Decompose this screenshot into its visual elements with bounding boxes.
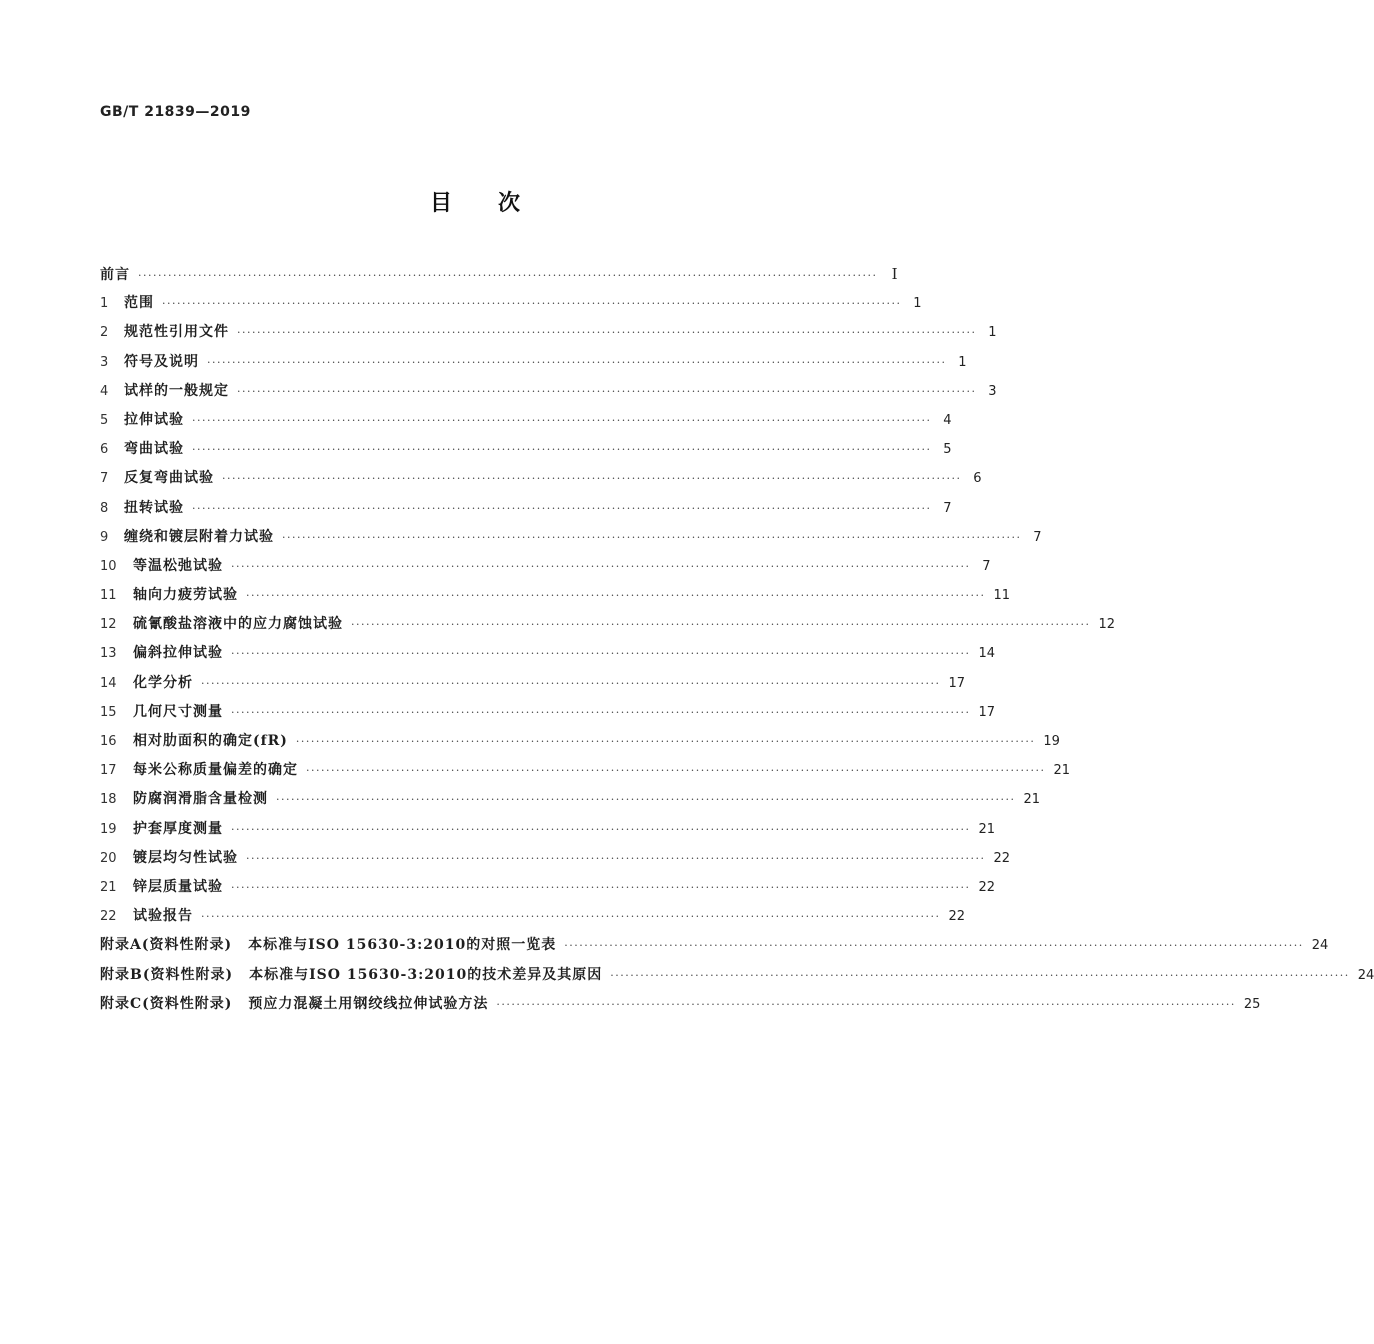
toc-entry-label: 相对肋面积的确定(fR) (133, 733, 288, 749)
leader-dots: ···················································································································································· (231, 559, 971, 573)
toc-entry-1[interactable] (100, 289, 922, 318)
toc-entry-label: 镀层均匀性试验 (133, 849, 238, 866)
toc-entry-page: I (891, 265, 898, 283)
toc-entry-17[interactable] (100, 756, 1071, 785)
toc-entry-title: 本标准与ISO 15630-3:2010的技术差异及其原因 (249, 966, 603, 983)
toc-entry-number: 11 (100, 588, 117, 604)
leader-dots: ···················································································································································· (282, 530, 1022, 544)
toc-entry-label: 缠绕和镀层附着力试验 (124, 528, 274, 545)
toc-entry-page: 14 (978, 646, 996, 662)
toc-entry-10[interactable] (100, 552, 991, 581)
toc-entry-label: 防腐润滑脂含量检测 (133, 791, 268, 808)
leader-dots: ···················································································································································· (201, 676, 941, 690)
toc-entry-page: 19 (1043, 734, 1060, 749)
toc-entry-number: 21 (100, 879, 117, 895)
leader-dots: ···················································································································································· (201, 910, 941, 924)
leader-dots: ···················································································································································· (138, 269, 878, 282)
toc-entry-number: 14 (100, 675, 117, 691)
toc-entry-page: 22 (948, 909, 966, 925)
toc-entry-number: 18 (100, 792, 117, 808)
toc-entry-number: 16 (100, 734, 117, 749)
toc-entry-label: 试验报告 (133, 908, 193, 925)
toc-entry-16[interactable] (100, 727, 1060, 756)
toc-entry-foreword[interactable] (100, 260, 898, 289)
toc-entry-21[interactable] (100, 873, 996, 902)
toc-entry-label: 偏斜拉伸试验 (133, 645, 223, 662)
toc-entry-page: 1 (958, 354, 967, 370)
leader-dots: ···················································································································································· (351, 618, 1091, 632)
toc-entry-annex-c[interactable] (100, 990, 1261, 1019)
leader-dots: ···················································································································································· (295, 735, 1036, 748)
toc-entry-label: 硫氰酸盐溶液中的应力腐蚀试验 (133, 616, 343, 633)
leader-dots: ···················································································································································· (231, 880, 971, 894)
toc-entry-number: 6 (100, 442, 109, 458)
toc-entry-label: 试样的一般规定 (124, 382, 229, 399)
leader-dots: ···················································································································································· (231, 705, 971, 719)
toc-entry-18[interactable] (100, 785, 1041, 814)
toc-entry-label: 反复弯曲试验 (124, 470, 214, 487)
toc-entry-title: 本标准与ISO 15630-3:2010的对照一览表 (248, 937, 557, 954)
table-of-contents (100, 260, 1374, 1019)
toc-entry-page: 7 (982, 558, 991, 574)
toc-entry-label: 轴向力疲劳试验 (133, 587, 238, 604)
toc-entry-annex-a[interactable] (100, 931, 1329, 960)
toc-entry-8[interactable] (100, 494, 952, 523)
toc-entry-label: 前言 (100, 267, 130, 283)
toc-entry-page: 7 (1033, 529, 1042, 545)
leader-dots: ···················································································································································· (192, 413, 932, 427)
leader-dots: ···················································································································································· (192, 443, 932, 457)
toc-entry-label: 每米公称质量偏差的确定 (133, 762, 298, 779)
leader-dots: ···················································································································································· (496, 997, 1236, 1011)
toc-entry-page: 6 (973, 471, 982, 487)
toc-entry-page: 3 (988, 383, 997, 399)
toc-entry-2[interactable] (100, 318, 997, 347)
toc-entry-page: 22 (993, 850, 1011, 866)
toc-entry-14[interactable] (100, 669, 966, 698)
toc-entry-page: 17 (978, 704, 996, 720)
toc-entry-7[interactable] (100, 464, 982, 493)
toc-entry-page: 21 (1023, 792, 1041, 808)
toc-entry-page: 24 (1311, 938, 1329, 954)
toc-entry-label: 扭转试验 (124, 499, 184, 516)
toc-entry-annex-b[interactable] (100, 961, 1374, 990)
toc-entry-label: 附录C(资料性附录) (100, 995, 233, 1012)
toc-entry-label: 附录B(资料性附录) (100, 966, 234, 983)
leader-dots: ···················································································································································· (246, 851, 986, 865)
toc-entry-page: 12 (1098, 617, 1116, 633)
toc-entry-label: 规范性引用文件 (124, 324, 229, 341)
toc-entry-page: 25 (1243, 996, 1261, 1012)
toc-entry-11[interactable] (100, 581, 1011, 610)
toc-entry-number: 15 (100, 704, 117, 720)
leader-dots: ···················································································································································· (192, 501, 932, 515)
toc-entry-3[interactable] (100, 348, 967, 377)
toc-entry-page: 7 (943, 500, 952, 516)
toc-entry-20[interactable] (100, 844, 1011, 873)
toc-entry-5[interactable] (100, 406, 952, 435)
toc-entry-label: 化学分析 (133, 674, 193, 691)
toc-entry-page: 21 (1053, 763, 1071, 779)
toc-entry-page: 4 (943, 412, 952, 428)
leader-dots: ···················································································································································· (564, 939, 1304, 953)
toc-entry-page: 11 (993, 588, 1011, 604)
toc-entry-title: 预应力混凝土用钢绞线拉伸试验方法 (248, 995, 489, 1012)
toc-entry-number: 12 (100, 617, 117, 633)
toc-entry-label: 护套厚度测量 (133, 820, 223, 837)
toc-entry-page: 1 (988, 325, 997, 341)
toc-entry-number: 2 (100, 325, 109, 341)
toc-entry-6[interactable] (100, 435, 952, 464)
toc-entry-label: 等温松弛试验 (133, 557, 223, 574)
toc-entry-label: 范围 (124, 295, 154, 312)
leader-dots: ···················································································································································· (207, 355, 947, 369)
toc-entry-number: 4 (100, 383, 109, 399)
leader-dots: ···················································································································································· (610, 968, 1350, 982)
toc-entry-page: 1 (913, 296, 922, 312)
toc-entry-page: 21 (978, 821, 996, 837)
toc-entry-label: 锌层质量试验 (133, 878, 223, 895)
toc-entry-number: 17 (100, 763, 117, 779)
leader-dots: ···················································································································································· (246, 589, 986, 603)
toc-entry-number: 1 (100, 296, 109, 312)
toc-entry-number: 7 (100, 471, 109, 487)
toc-entry-label: 弯曲试验 (124, 441, 184, 458)
leader-dots: ···················································································································································· (222, 472, 962, 486)
toc-entry-number: 13 (100, 646, 117, 662)
leader-dots: ···················································································································································· (306, 764, 1046, 778)
toc-entry-page: 17 (948, 675, 966, 691)
leader-dots: ···················································································································································· (237, 326, 977, 340)
toc-entry-13[interactable] (100, 639, 996, 668)
leader-dots: ···················································································································································· (276, 793, 1016, 807)
toc-entry-22[interactable] (100, 902, 966, 931)
toc-entry-12[interactable] (100, 610, 1116, 639)
leader-dots: ···················································································································································· (162, 297, 902, 311)
toc-entry-19[interactable] (100, 815, 996, 844)
toc-entry-label: 附录A(资料性附录) (100, 937, 233, 954)
standard-number: GB/T 21839—2019 (100, 104, 251, 120)
toc-entry-label: 符号及说明 (124, 353, 199, 370)
toc-entry-4[interactable] (100, 377, 997, 406)
toc-entry-9[interactable] (100, 523, 1042, 552)
leader-dots: ···················································································································································· (231, 822, 971, 836)
toc-entry-15[interactable] (100, 698, 996, 727)
toc-entry-label: 拉伸试验 (124, 411, 184, 428)
toc-entry-number: 3 (100, 354, 109, 370)
toc-entry-page: 5 (943, 442, 952, 458)
toc-entry-number: 19 (100, 821, 117, 837)
toc-entry-number: 10 (100, 558, 117, 574)
toc-entry-number: 9 (100, 529, 109, 545)
toc-entry-number: 8 (100, 500, 109, 516)
toc-entry-page: 22 (978, 879, 996, 895)
toc-entry-number: 22 (100, 909, 117, 925)
toc-entry-number: 5 (100, 412, 109, 428)
leader-dots: ···················································································································································· (237, 384, 977, 398)
toc-entry-number: 20 (100, 850, 117, 866)
toc-entry-page: 24 (1357, 967, 1374, 983)
toc-entry-label: 几何尺寸测量 (133, 703, 223, 720)
page-title: 目次 (429, 191, 566, 216)
leader-dots: ···················································································································································· (231, 647, 971, 661)
